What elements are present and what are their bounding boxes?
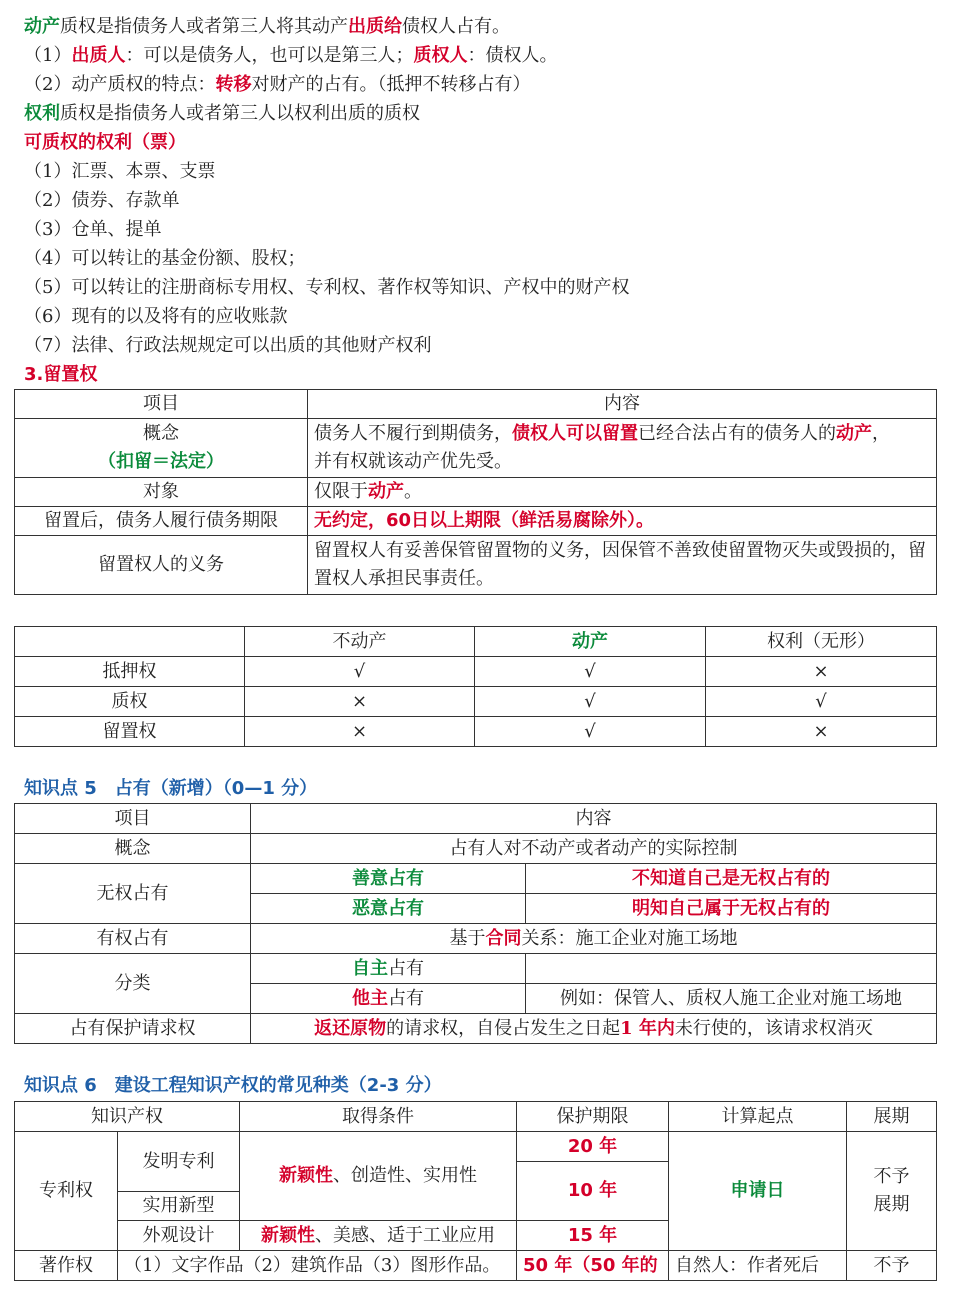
cell: [251, 864, 526, 894]
keyword: 质权人: [413, 45, 468, 66]
list-item: （2）债券、存款单: [24, 190, 180, 211]
cell: 不予: [847, 1251, 937, 1281]
cell: [251, 894, 526, 924]
cell: [251, 954, 526, 984]
keyword: 恶意: [352, 897, 388, 919]
text: 的请求权，自侵占发生之日起: [386, 1017, 621, 1039]
cell: [240, 1221, 517, 1251]
keyword: 转移: [215, 74, 252, 95]
concept-content: [308, 419, 937, 478]
list-item: （3）仓单、提单: [24, 219, 162, 240]
empty-header: [15, 627, 245, 657]
cell: 明知自己属于无权占有的: [526, 894, 937, 924]
text: 债权人占有。: [402, 16, 510, 37]
list-item: （7）法律、行政法规规定可以出质的其他财产权利: [24, 335, 432, 356]
header-cell: 计算起点: [669, 1102, 847, 1132]
object-cell: 对象: [15, 478, 308, 507]
cell: [251, 984, 526, 1014]
concept-cell: [15, 419, 308, 478]
keyword: 新颖性: [261, 1224, 315, 1246]
term-cell: 留置后，债务人履行债务期限: [15, 507, 308, 536]
row-label: 抵押权: [15, 657, 245, 687]
text: 概念: [143, 423, 179, 444]
term-content: 无约定，60日以上期限（鲜活易腐除外）。: [308, 507, 937, 536]
text: 并有权就该动产优先受。: [314, 451, 512, 472]
cell: [240, 1132, 517, 1221]
text: （1）: [24, 45, 72, 66]
text: 展期: [873, 1194, 910, 1215]
cell: 50 年（50 年的: [517, 1251, 669, 1281]
keyword: 出质人: [71, 45, 126, 66]
text: ，: [872, 423, 890, 444]
object-content: [308, 478, 937, 507]
keyword: 动产: [24, 16, 60, 37]
keyword: （扣留＝法定）: [98, 451, 224, 472]
cell: [251, 1014, 937, 1044]
header-cell: 展期: [847, 1102, 937, 1132]
keyword: 占有: [388, 867, 424, 889]
row-label: 留置权: [15, 717, 245, 747]
keyword: 新颖性: [279, 1165, 333, 1186]
text: 质权是指债务人或者第三人将其动产: [60, 16, 348, 37]
cell: 15 年: [517, 1221, 669, 1251]
header-cell: 知识产权: [15, 1102, 240, 1132]
text: 关系：施工企业对施工场地: [521, 927, 738, 949]
cell: 不知道自己是无权占有的: [526, 864, 937, 894]
header-cell: 权利（无形）: [706, 627, 937, 657]
cell: [847, 1132, 937, 1251]
keyword: 合同: [485, 927, 522, 949]
text: 、美感、适于工业应用: [315, 1224, 495, 1246]
intro-line-4: [24, 102, 420, 126]
cell: 外观设计: [118, 1221, 240, 1251]
text: ：债权人。: [467, 45, 558, 66]
cell: （1）文字作品（2）建筑作品（3）图形作品。: [118, 1251, 517, 1281]
row-label: 分类: [15, 954, 251, 1014]
cell: 申请日: [669, 1132, 847, 1251]
check-cell: ×: [706, 657, 937, 687]
row-label: 占有保护请求权: [15, 1014, 251, 1044]
cell: 占有人对不动产或者动产的实际控制: [251, 834, 937, 864]
keyword: 动产: [368, 481, 404, 502]
keyword: 动产: [836, 423, 872, 444]
list-item: （6）现有的以及将有的应收账款: [24, 306, 288, 327]
cell: 例如：保管人、质权人施工企业对施工场地: [526, 984, 937, 1014]
keyword: 善意: [352, 867, 388, 889]
row-label: 概念: [15, 834, 251, 864]
text: 对财产的占有。（抵押不转移占有）: [251, 74, 531, 95]
keyword: 1 年内: [620, 1017, 675, 1039]
text: 仅限于: [314, 481, 368, 502]
check-cell: √: [475, 687, 706, 717]
keyword: 出质给: [348, 16, 402, 37]
list-item: （5）可以转让的注册商标专用权、专利权、著作权等知识、产权中的财产权: [24, 277, 630, 298]
header-cell: 保护期限: [517, 1102, 669, 1132]
text: （2）动产质权的特点：: [24, 74, 216, 95]
header-cell: 不动产: [245, 627, 475, 657]
check-cell: ×: [245, 717, 475, 747]
check-cell: √: [706, 687, 937, 717]
check-cell: √: [475, 657, 706, 687]
header-cell: 动产: [475, 627, 706, 657]
keyword: 自主: [352, 957, 388, 979]
header-cell: 项目: [15, 390, 308, 419]
check-cell: ×: [706, 717, 937, 747]
row-label: 质权: [15, 687, 245, 717]
list-item: （1）汇票、本票、支票: [24, 161, 216, 182]
keyword: 债权人可以留置: [512, 423, 638, 444]
keyword: 权利: [24, 103, 60, 124]
text: 占有: [388, 957, 424, 979]
ip-table: [14, 1101, 937, 1281]
duty-content: 留置权人有妥善保管留置物的义务，因保管不善致使留置物灭失或毁损的，留置权人承担民事责任。: [308, 536, 937, 595]
cell: 发明专利: [118, 1132, 240, 1192]
lien-table: [14, 389, 937, 595]
text: 质权是指债务人或者第三人以权利出质的质权: [60, 103, 420, 124]
duty-cell: 留置权人的义务: [15, 536, 308, 595]
check-cell: √: [475, 717, 706, 747]
header-cell: 内容: [308, 390, 937, 419]
intro-line-2: [24, 44, 557, 68]
keyword: 返还原物: [314, 1017, 387, 1039]
text: 占有: [388, 987, 424, 1009]
possession-table: [14, 803, 937, 1044]
text: 、创造性、实用性: [333, 1165, 477, 1186]
row-label: 著作权: [15, 1251, 118, 1281]
compare-table: [14, 626, 937, 747]
text: 基于: [449, 927, 486, 949]
intro-line-1: [24, 15, 510, 39]
header-cell: 取得条件: [240, 1102, 517, 1132]
keyword: 他主: [352, 987, 388, 1009]
header-cell: 项目: [15, 804, 251, 834]
keyword: 占有: [388, 897, 424, 919]
row-label: 无权占有: [15, 864, 251, 924]
intro-line-3: [24, 73, 530, 97]
text: 不予: [873, 1166, 910, 1187]
pledgeable-rights-heading: 可质权的权利（票）: [24, 132, 186, 153]
cell: 实用新型: [118, 1192, 240, 1221]
kp6-title: 知识点 6 建设工程知识产权的常见种类（2-3 分）: [24, 1075, 442, 1096]
cell: 10 年: [517, 1162, 669, 1221]
row-label: 专利权: [15, 1132, 118, 1251]
check-cell: ×: [245, 687, 475, 717]
row-label: 有权占有: [15, 924, 251, 954]
text: 未行使的，该请求权消灭: [674, 1017, 873, 1039]
text: ：可以是债务人，也可以是第三人；: [125, 45, 414, 66]
text: 债务人不履行到期债务，: [314, 423, 512, 444]
cell: 20 年: [517, 1132, 669, 1162]
check-cell: √: [245, 657, 475, 687]
section-heading-lien: 3.留置权: [24, 364, 98, 385]
text: 。: [404, 481, 422, 502]
cell: 自然人：作者死后: [669, 1251, 847, 1281]
kp5-title: 知识点 5 占有（新增）（0—1 分）: [24, 778, 318, 799]
cell: [251, 924, 937, 954]
text: 已经合法占有的债务人的: [638, 423, 836, 444]
header-cell: 内容: [251, 804, 937, 834]
empty-cell: [526, 954, 937, 984]
list-item: （4）可以转让的基金份额、股权；: [24, 248, 306, 269]
